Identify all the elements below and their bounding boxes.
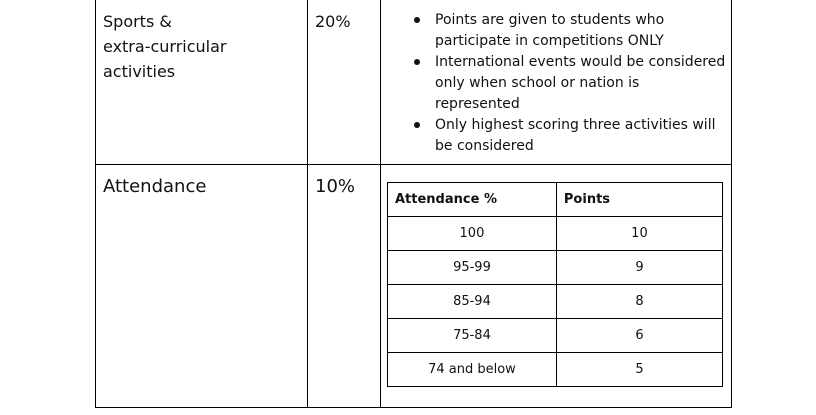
table-row: [388, 285, 723, 319]
bullet-icon: [414, 17, 420, 23]
column-header-attendance: Attendance %: [388, 183, 557, 217]
table-border-left: [95, 0, 96, 408]
points-cell: 6: [556, 319, 722, 353]
attendance-cell: 95-99: [388, 251, 557, 285]
points-cell: 9: [556, 251, 722, 285]
bullet-icon: [414, 122, 420, 128]
column-header-points: Points: [556, 183, 722, 217]
table-row: [388, 353, 723, 387]
list-item: [410, 115, 728, 157]
sports-bullet-list: [410, 10, 728, 157]
table-row-divider: [95, 164, 732, 165]
bullet-icon: [414, 59, 420, 65]
bullet-text: International events would be considered only when school or nation is represented: [435, 54, 726, 112]
criteria-line: Sports &: [103, 12, 172, 31]
table-divider-col1: [307, 0, 308, 408]
weight-cell-attendance: 10%: [315, 176, 356, 197]
points-cell: 5: [556, 353, 722, 387]
attendance-cell: 85-94: [388, 285, 557, 319]
criteria-cell-attendance: Attendance: [103, 176, 207, 197]
table-divider-col2: [380, 0, 381, 408]
table-header-row: [388, 183, 723, 217]
weight-cell-sports: 20%: [315, 12, 351, 31]
attendance-cell: 75-84: [388, 319, 557, 353]
table-row: [388, 251, 723, 285]
list-item: [410, 10, 728, 52]
attendance-points-table: [387, 182, 723, 387]
table-row: [388, 217, 723, 251]
attendance-cell: 74 and below: [388, 353, 557, 387]
criteria-line: activities: [103, 62, 176, 81]
points-cell: 8: [556, 285, 722, 319]
table-row: [388, 319, 723, 353]
attendance-cell: 100: [388, 217, 557, 251]
bullet-text: Only highest scoring three activities will be considered: [435, 117, 716, 154]
criteria-cell-sports: [103, 9, 298, 84]
bullet-text: Points are given to students who participate in competitions ONLY: [435, 12, 665, 49]
points-cell: 10: [556, 217, 722, 251]
list-item: [410, 52, 728, 115]
criteria-line: extra-curricular: [103, 37, 227, 56]
